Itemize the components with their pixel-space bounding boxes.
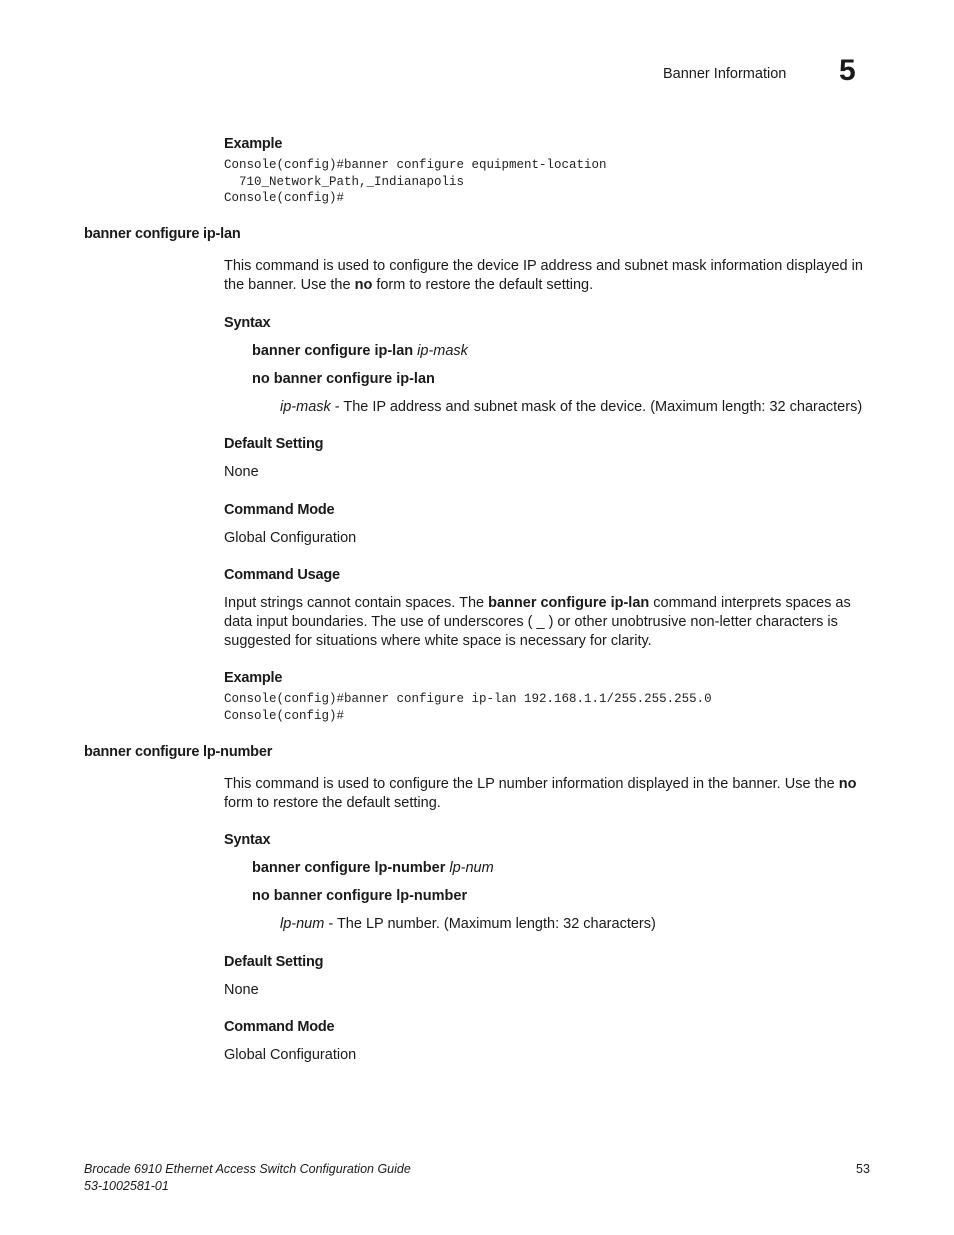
lp-number-default-heading: Default Setting [224, 954, 324, 970]
lp-number-mode-value: Global Configuration [224, 1047, 357, 1063]
lp-number-mode-heading: Command Mode [224, 1019, 335, 1035]
ip-lan-syntax-line: banner configure ip-lan ip-mask [252, 343, 468, 359]
ip-lan-default-heading: Default Setting [224, 436, 324, 452]
ip-lan-parameter: ip-mask - The IP address and subnet mask of the device. (Maximum length: 32 characters) [280, 399, 863, 415]
lp-number-description: This command is used to configure the LP number information displayed in the banner. Use the no form to restore the default setting. [224, 776, 857, 811]
ip-lan-usage-heading: Command Usage [224, 567, 340, 583]
ip-lan-syntax-no-line: no banner configure ip-lan [252, 371, 435, 387]
chapter-number: 5 [839, 54, 856, 87]
ip-lan-mode-value: Global Configuration [224, 530, 357, 546]
ip-lan-description: This command is used to configure the device IP address and subnet mask information displayed in the banner. Use the no form to restore the default setting. [224, 258, 863, 293]
ip-lan-syntax-heading: Syntax [224, 315, 271, 331]
ip-lan-usage-text: Input strings cannot contain spaces. The banner configure ip-lan command interprets spaces as data input boundaries. The use of underscores ( _ ) or other unobtrusive non-letter characters is suggested for situations where white space is necessary for clarity. [224, 595, 851, 649]
lp-number-syntax-heading: Syntax [224, 832, 271, 848]
example-heading: Example [224, 136, 283, 152]
running-header-title: Banner Information [663, 66, 787, 82]
section-title-ip-lan: banner configure ip-lan [84, 226, 241, 242]
footer-guide-title: Brocade 6910 Ethernet Access Switch Configuration Guide [84, 1162, 411, 1176]
lp-number-parameter: lp-num - The LP number. (Maximum length: 32 characters) [280, 916, 656, 932]
lp-number-syntax-no-line: no banner configure lp-number [252, 888, 468, 904]
ip-lan-default-value: None [224, 464, 259, 480]
lp-number-default-value: None [224, 982, 259, 998]
lp-number-syntax-line: banner configure lp-number lp-num [252, 860, 494, 876]
footer-doc-number: 53-1002581-01 [84, 1179, 169, 1193]
example-code-block: Console(config)#banner configure equipment-location 710_Network_Path,_Indianapolis Console(config)# [224, 158, 607, 205]
ip-lan-example-heading: Example [224, 670, 283, 686]
footer-page-number: 53 [856, 1162, 870, 1176]
ip-lan-mode-heading: Command Mode [224, 502, 335, 518]
section-title-lp-number: banner configure lp-number [84, 744, 273, 760]
ip-lan-example-code: Console(config)#banner configure ip-lan 192.168.1.1/255.255.255.0 Console(config)# [224, 692, 712, 723]
